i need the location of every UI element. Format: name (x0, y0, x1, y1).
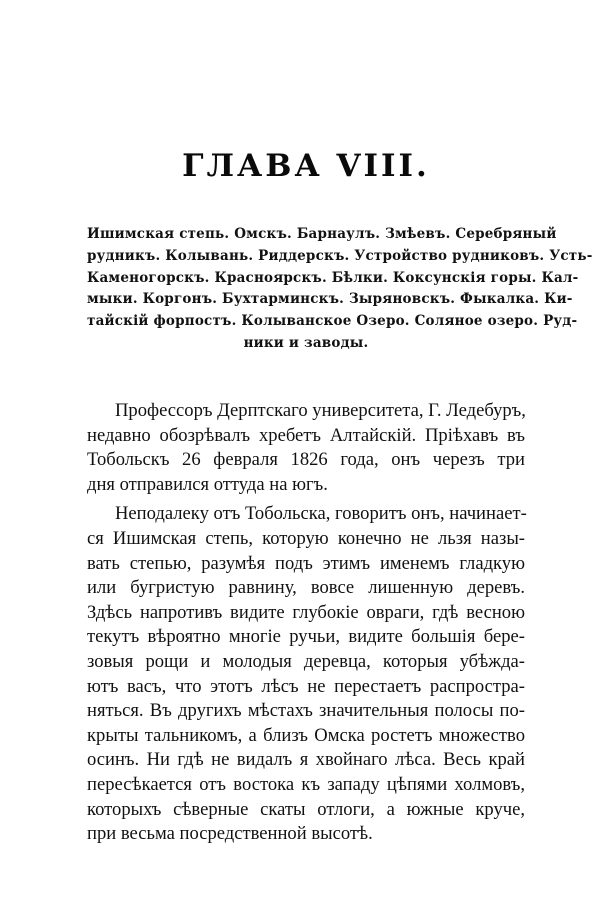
summary-line: Каменогорскъ. Красноярскъ. Бѣлки. Коксунскія горы. Кал- (87, 269, 579, 286)
text-line: пересѣкается отъ востока къ западу цѣпями холмовъ, (87, 773, 525, 795)
text-line: Неподалеку отъ Тобольска, говоритъ онъ, начинает- (115, 503, 527, 525)
text-line: Профессоръ Дерптскаго университета, Г. Ледебуръ, (115, 400, 526, 421)
text-line: Здѣсь напротивъ видите глубокіе овраги, гдѣ весною (87, 601, 525, 623)
summary-line: ники и заводы. (243, 334, 369, 351)
summary-line: тайскій форпостъ. Колыванское Озеро. Соляное озеро. Руд- (87, 313, 578, 330)
text-line: которыхъ сѣверные скаты отлоги, а южные круче, (87, 798, 525, 820)
text-line: дня отправился оттуда на югъ. (87, 473, 328, 495)
text-line: вать степью, разумѣя подъ этимъ именемъ гладкую (87, 552, 525, 574)
summary-line: мыки. Коргонъ. Бухтарминскъ. Зыряновскъ. Фыкалка. Ки- (87, 291, 573, 308)
text-line: Тобольскъ 26 февраля 1826 года, онъ черезъ три (87, 449, 525, 471)
text-line: няться. Въ другихъ мѣстахъ значительныя полосы по- (87, 700, 525, 722)
paragraph (87, 399, 525, 497)
text-line: осинъ. Ни гдѣ не видалъ я хвойнаго лѣса. Весь край (87, 749, 525, 771)
chapter-summary (87, 224, 593, 355)
text-line: текутъ вѣроятно многіе ручьи, видите большія бере- (87, 626, 525, 648)
text-line: при весьма посредственной высотѣ. (87, 823, 373, 845)
chapter-title: ГЛАВА VIII. (182, 148, 430, 184)
text-line: недавно обозрѣвалъ хребетъ Алтайскій. Пріѣхавъ въ (87, 424, 525, 446)
body-text (87, 399, 525, 847)
text-line: ся Ишимская степь, которую конечно не льзя назы- (87, 527, 525, 549)
summary-line: рудникъ. Колывань. Риддерскъ. Устройство рудниковъ. Усть- (87, 247, 593, 264)
text-line: крыты тальникомъ, а близъ Омска ростетъ множество (87, 724, 525, 746)
text-line: ютъ васъ, что этотъ лѣсъ не перестаетъ распростра- (87, 675, 525, 697)
text-line: или бугристую равнину, вовсе лишенную деревъ. (87, 577, 525, 599)
text-line: зовыя рощи и молодыя деревца, которыя убѣжда- (87, 650, 525, 672)
paragraph (87, 502, 525, 846)
summary-line: Ишимская степь. Омскъ. Барнаулъ. Змѣевъ. Серебряный (87, 226, 557, 242)
